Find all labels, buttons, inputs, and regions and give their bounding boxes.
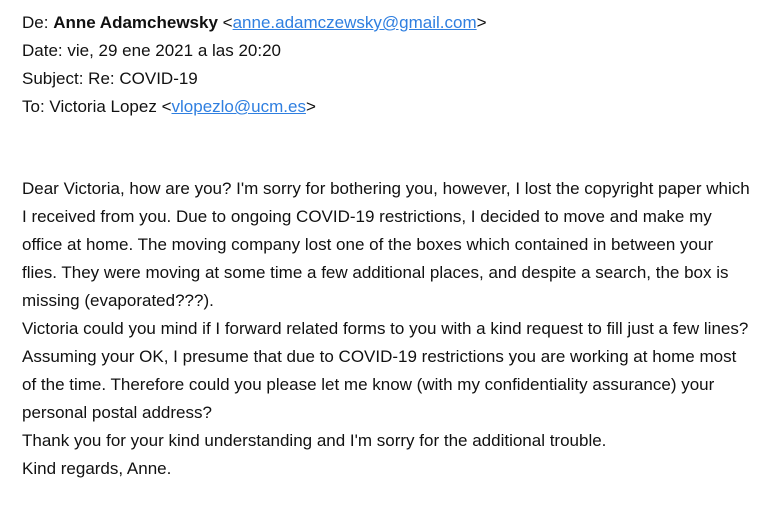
from-label: De: (22, 13, 49, 32)
email-body (22, 175, 752, 483)
recipient-name: Victoria Lopez (49, 97, 157, 116)
body-paragraph: Dear Victoria, how are you? I'm sorry for bothering you, however, I lost the copyright paper which I received from you. Due to ongoing COVID-19 restrictions, I decided to move and make my office at home. The moving company lost one of the boxes which contained in between your flies. They were moving at some time a few additional places, and despite a search, the box is missing (evaporated???). (22, 179, 750, 310)
body-paragraph: Victoria could you mind if I forward related forms to you with a kind request to fill just a few lines? (22, 319, 749, 338)
signoff: Kind regards, Anne. (22, 459, 172, 478)
subject-label: Subject: (22, 69, 84, 88)
date-label: Date: (22, 41, 63, 60)
date-value: vie, 29 ene 2021 a las 20:20 (67, 41, 281, 60)
sender-email-link[interactable]: anne.adamczewsky@gmail.com (232, 13, 477, 32)
date-line (22, 37, 752, 65)
from-line: De: Anne Adamchewsky <anne.adamczewsky@gmail.com> (22, 13, 487, 32)
to-line: To: Victoria Lopez <vlopezlo@ucm.es> (22, 97, 316, 116)
recipient-email-link[interactable]: vlopezlo@ucm.es (171, 97, 306, 116)
sender-name: Anne Adamchewsky (53, 13, 218, 32)
to-label: To: (22, 97, 45, 116)
body-paragraph: Assuming your OK, I presume that due to COVID-19 restrictions you are working at home most of the time. Therefore could you please let me know (with my confidentiality assurance) your personal postal address? (22, 347, 737, 422)
body-paragraph: Thank you for your kind understanding and I'm sorry for the additional trouble. (22, 431, 607, 450)
subject-line (22, 65, 752, 93)
subject-value: Re: COVID-19 (88, 69, 198, 88)
email-header (22, 9, 752, 121)
